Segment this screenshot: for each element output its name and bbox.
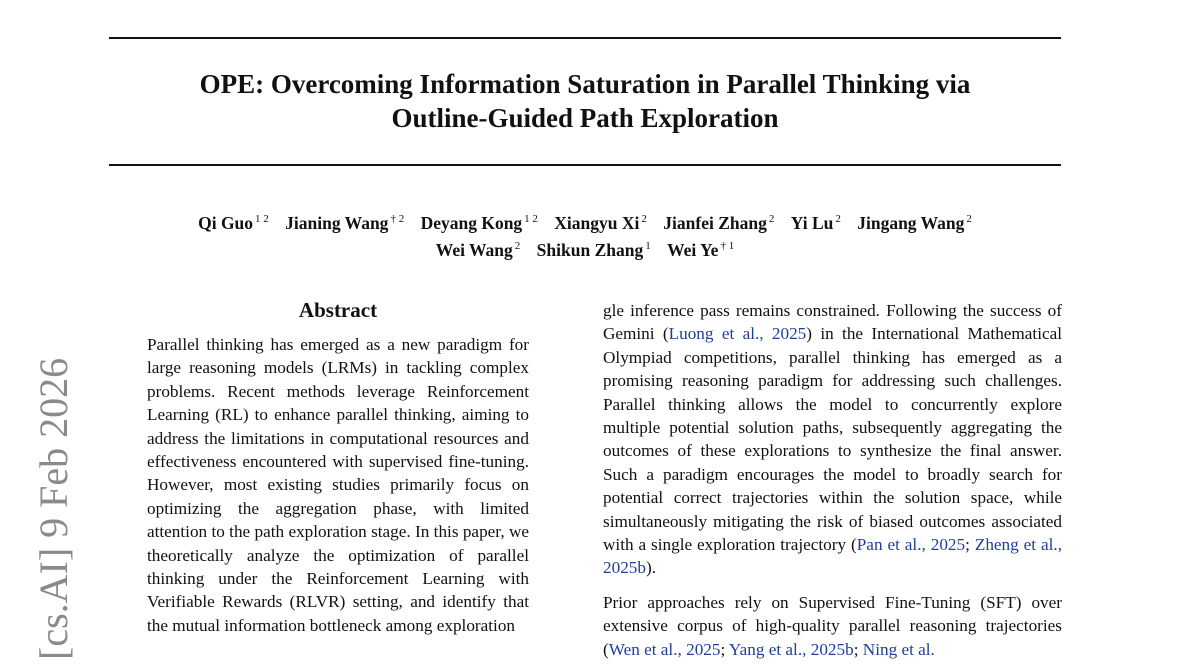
author: Yi Lu $^2$ <box>790 212 841 233</box>
author: Wei Ye $^{\dagger 1}$ <box>667 239 735 260</box>
arxiv-stamp: [cs.AI] 9 Feb 2026 <box>31 357 76 660</box>
author: Qi Guo $^{1 2}$ <box>198 212 269 233</box>
author: Xiangyu Xi $^2$ <box>554 212 647 233</box>
title-line-2: Outline-Guided Path Exploration <box>391 103 779 133</box>
author: Jingang Wang $^2$ <box>857 212 972 233</box>
author-list <box>109 208 1061 262</box>
paragraph: gle inference pass remains constrained. Following the success of Gemini (Luong et al., 2025) in the International Mathematical Olympiad competitions, parallel thinking has emerged as a promising reasoning paradigm for addressing such challenges. Parallel thinking allows the model to concurrently explore multiple potential solution paths, subsequently aggregating the outcomes of these explorations to synthesize the final answer. Such a paradigm encourages the model to broadly search for potential correct trajectories within the solution space, while simultaneously mitigating the risk of biased outcomes associated with a single exploration trajectory (Pan et al., 2025; Zheng et al., 2025b). <box>603 301 1063 578</box>
citation-link[interactable]: Luong et al., 2025 <box>668 324 807 344</box>
affiliation-marks: 2 <box>835 213 841 225</box>
abstract-heading: Abstract <box>298 298 378 322</box>
citation-link[interactable]: Wen et al., 2025 <box>608 639 721 659</box>
author: Shikun Zhang $^1$ <box>536 239 651 260</box>
citation-link[interactable]: Zheng et al., 2025b <box>603 535 1063 578</box>
affiliation-marks: 2 <box>514 239 521 252</box>
affiliation-marks: 1 2 <box>524 213 538 225</box>
author: Wei Wang $^2$ <box>435 239 521 260</box>
paper-title <box>109 67 1061 135</box>
abstract-body <box>147 333 529 648</box>
paragraph: Prior approaches rely on Supervised Fine-Tuning (SFT) over extensive corpus of high-quality parallel reasoning trajectories (Wen et al., 2025; Yang et al., 2025b; Ning et al. <box>603 592 1062 659</box>
author: Jianing Wang $^{\dagger 2}$ <box>285 212 405 233</box>
affiliation-marks: 1 2 <box>255 213 269 225</box>
citation-link[interactable]: Ning et al. <box>862 639 935 659</box>
title-line-1: OPE: Overcoming Information Saturation in Parallel Thinking via <box>199 69 971 99</box>
abstract-paragraph: Parallel thinking has emerged as a new paradigm for large reasoning models (LRMs) in tackling complex problems. Recent methods leverage Reinforcement Learning (RL) to enhance parallel thinking, aiming to address the limitations in computational resources and effectiveness encountered with supervised fine-tuning. However, most existing studies primarily focus on optimizing the aggregation phase, with limited attention to the path exploration stage. In this paper, we theoretically analyze the optimization of parallel thinking under the Reinforcement Learning with Verifiable Rewards (RLVR) setting, and identify that the mutual information bottleneck among exploration <box>147 335 529 635</box>
right-column <box>603 299 1062 672</box>
affiliation-marks: 2 <box>966 213 972 225</box>
top-rule <box>109 37 1061 39</box>
affiliation-marks: 2 <box>768 213 775 225</box>
affiliation-marks: 1 <box>645 239 651 252</box>
citation-link[interactable]: Yang et al., 2025b <box>728 639 854 659</box>
affiliation-marks: † 1 <box>720 239 735 252</box>
affiliation-marks: † 2 <box>390 213 405 225</box>
citation-link[interactable]: Pan et al., 2025 <box>856 535 966 555</box>
author: Jianfei Zhang $^2$ <box>663 212 775 233</box>
affiliation-marks: 2 <box>641 213 647 225</box>
bottom-rule <box>109 164 1061 166</box>
author: Deyang Kong $^{1 2}$ <box>420 212 538 233</box>
